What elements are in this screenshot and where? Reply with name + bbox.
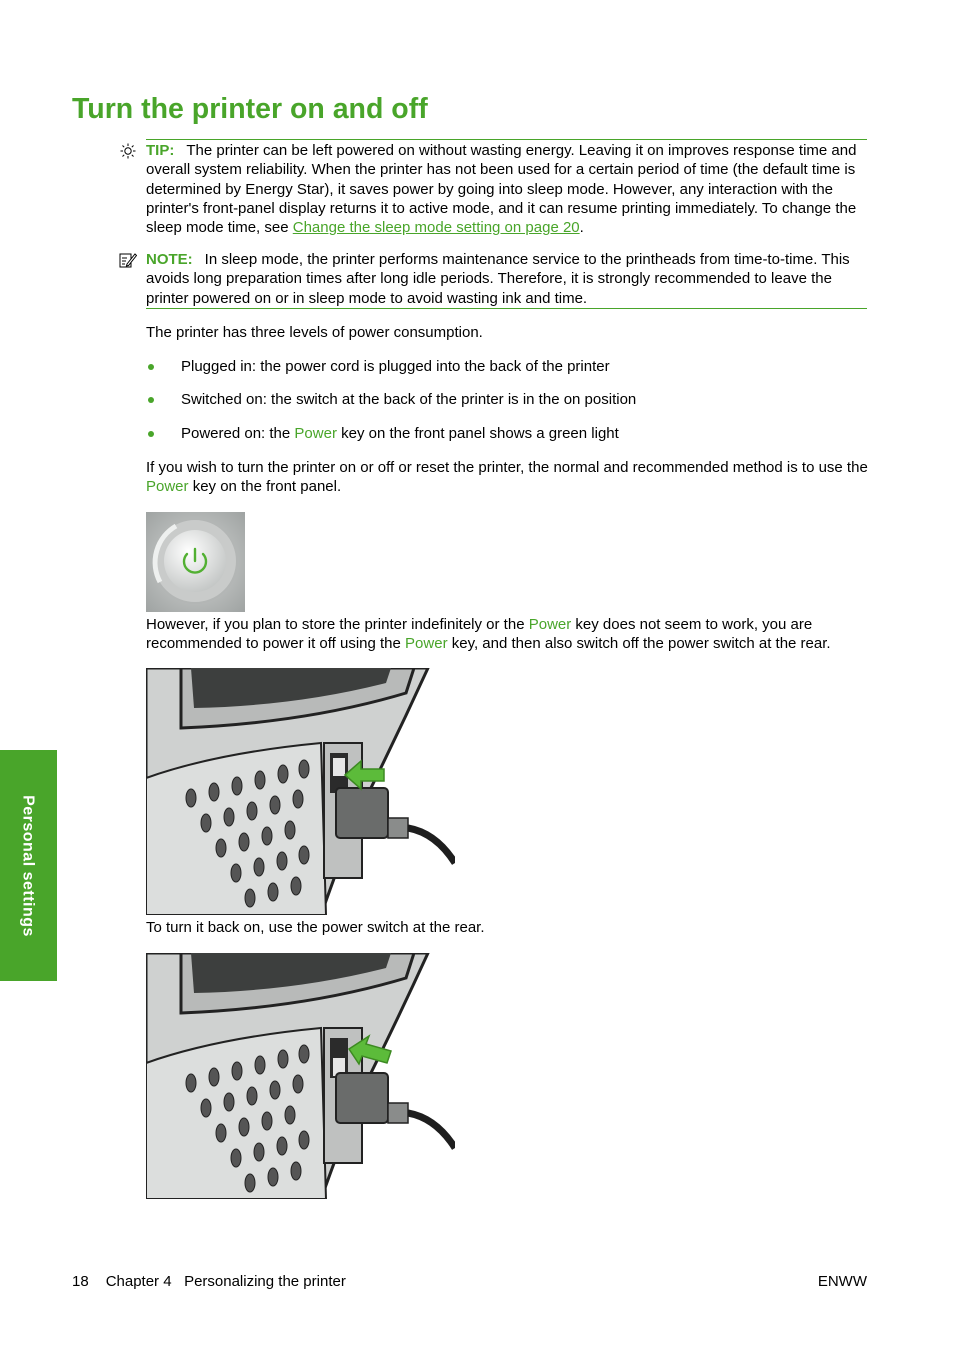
sleep-mode-link[interactable]: Change the sleep mode setting on page 20 [292,219,580,237]
rear-power-switch-on-image [146,953,455,1199]
list-item-text: Powered on: the Power key on the front panel shows a green light [181,425,619,442]
note-text: In sleep mode, the printer performs maintenance service to the printheads from time-to-time. This avoids long preparation times after long idle periods. Therefore, it is strongly recommended to leave the printer powered on or in sleep mode to avoid wasting ink and time. [146,251,850,307]
note-box [146,250,867,309]
lightbulb-icon [119,143,137,159]
tip-text: The printer can be left powered on without wasting energy. Leaving it on improves response time and overall system reliability. When the printer has not been used for a certain period of time (the default time is determined by Energy Star), it saves power by going into sleep mode. However, any interaction with the printer's front-panel display returns it to active mode, and it can resume printing immediately. To change the sleep mode time, see [146,142,857,237]
power-key-term: Power [146,478,189,496]
footer-chapter: Chapter 4 Personalizing the printer [105,1273,346,1290]
tip-text-end: . [579,219,584,237]
page-number: 18 [72,1273,89,1290]
tip-box [146,139,867,237]
power-key-term: Power [294,425,337,442]
list-item-text: Switched on: the switch at the back of the printer is in the on position [181,391,637,408]
footer-right: ENWW [817,1273,867,1290]
power-key-image [146,512,245,612]
footer-left [72,1272,346,1291]
storage-paragraph: However, if you plan to store the printer indefinitely or the Power key does not seem to work, you are recommended to power it off using the Power key, and then also switch off the power switch at the rear. [146,616,831,653]
note-pencil-icon [119,252,137,268]
power-key-term: Power [528,616,572,633]
side-tab-label: Personal settings [19,795,37,937]
rear-power-switch-off-image [146,668,455,915]
intro-paragraph: The printer has three levels of power consumption. [146,324,483,341]
side-tab [0,750,57,981]
page-title: Turn the printer on and off [72,93,428,125]
tip-label: TIP: [146,142,175,159]
bullet-icon [148,364,154,370]
list-item-text: Plugged in: the power cord is plugged into the back of the printer [181,358,610,375]
bullet-icon [148,431,154,437]
back-on-paragraph: To turn it back on, use the power switch at the rear. [146,919,485,936]
power-key-term: Power [405,635,448,653]
method-paragraph: If you wish to turn the printer on or off or reset the printer, the normal and recommended method is to use the Power key on the front panel. [146,459,868,496]
note-label: NOTE: [146,251,193,268]
bullet-icon [148,397,154,403]
